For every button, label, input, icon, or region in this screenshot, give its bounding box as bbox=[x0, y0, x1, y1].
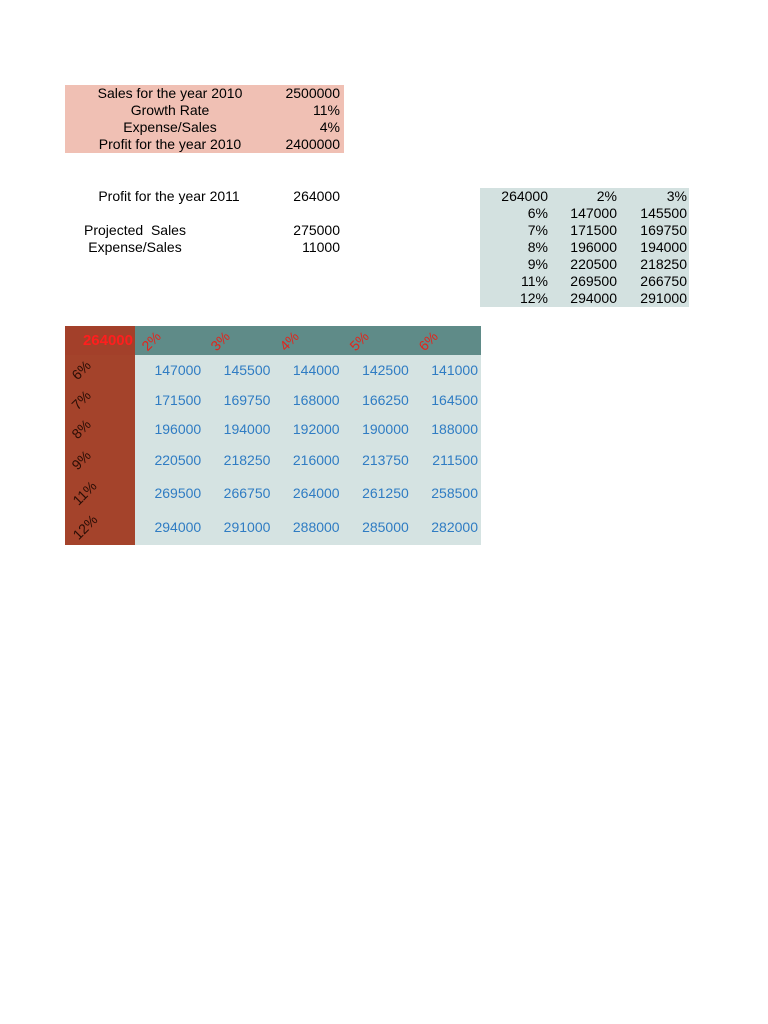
projection-row bbox=[65, 239, 344, 256]
table-cell: 145500 bbox=[204, 355, 273, 385]
summary-row bbox=[65, 119, 344, 136]
table-cell: 269500 bbox=[135, 476, 204, 509]
small-table-cell: 147000 bbox=[570, 205, 617, 221]
summary-row bbox=[65, 85, 344, 102]
table-cell: 294000 bbox=[135, 509, 204, 545]
column-header-label: 3% bbox=[207, 328, 234, 354]
sensitivity-table bbox=[65, 326, 481, 545]
small-table-cell: 291000 bbox=[640, 290, 687, 306]
small-table-cell: 294000 bbox=[570, 290, 617, 306]
table-cell: 192000 bbox=[273, 414, 342, 444]
table-cell: 164500 bbox=[412, 385, 481, 414]
projection-label: Expense/Sales bbox=[88, 239, 182, 255]
table-cell: 171500 bbox=[135, 385, 204, 414]
table-cell: 291000 bbox=[204, 509, 273, 545]
small-table-cell: 9% bbox=[527, 256, 548, 272]
summary-row bbox=[65, 102, 344, 119]
table-cell: 188000 bbox=[412, 414, 481, 444]
table-cell: 144000 bbox=[273, 355, 342, 385]
small-table-cell: 12% bbox=[519, 290, 548, 306]
table-cell: 218250 bbox=[204, 444, 273, 476]
summary-value: 4% bbox=[319, 119, 340, 135]
summary-label: Expense/Sales bbox=[123, 119, 217, 135]
projection-label: Projected Sales bbox=[84, 222, 186, 238]
small-table-cell: 3% bbox=[666, 188, 687, 204]
small-table-cell: 171500 bbox=[570, 222, 617, 238]
table-cell: 190000 bbox=[343, 414, 412, 444]
summary-label: Profit for the year 2010 bbox=[98, 136, 242, 152]
small-table-cell: 8% bbox=[527, 239, 548, 255]
column-header bbox=[273, 326, 342, 355]
table-cell: 142500 bbox=[343, 355, 412, 385]
column-header-label: 4% bbox=[276, 328, 303, 354]
table-cell: 266750 bbox=[204, 476, 273, 509]
table-cell: 196000 bbox=[135, 414, 204, 444]
summary-label: Sales for the year 2010 bbox=[97, 85, 243, 101]
projection-value: 275000 bbox=[293, 222, 340, 238]
small-table-cell: 220500 bbox=[570, 256, 617, 272]
summary-row bbox=[65, 136, 344, 153]
table-cell: 288000 bbox=[273, 509, 342, 545]
table-cell: 211500 bbox=[412, 444, 481, 476]
table-cell: 147000 bbox=[135, 355, 204, 385]
row-header-label: 11% bbox=[69, 477, 100, 508]
table-cell: 194000 bbox=[204, 414, 273, 444]
column-header-label: 5% bbox=[345, 328, 372, 354]
table-cell: 141000 bbox=[412, 355, 481, 385]
row-header-label: 9% bbox=[68, 447, 94, 473]
row-header bbox=[65, 509, 135, 545]
row-header-label: 6% bbox=[68, 357, 94, 383]
small-table-cell: 7% bbox=[527, 222, 548, 238]
profit-2011-value: 264000 bbox=[293, 188, 340, 204]
column-header bbox=[204, 326, 273, 355]
table-cell: 264000 bbox=[273, 476, 342, 509]
table-cell: 169750 bbox=[204, 385, 273, 414]
profit-2011-label: Profit for the year 2011 bbox=[98, 188, 240, 204]
small-table-cell: 145500 bbox=[640, 205, 687, 221]
small-table-cell: 218250 bbox=[640, 256, 687, 272]
summary-block bbox=[65, 85, 344, 153]
table-cell: 285000 bbox=[343, 509, 412, 545]
row-header-label: 12% bbox=[69, 511, 101, 543]
row-header bbox=[65, 476, 135, 509]
small-data-table bbox=[480, 188, 689, 307]
column-header bbox=[412, 326, 481, 355]
row-header bbox=[65, 355, 135, 385]
row-header bbox=[65, 385, 135, 414]
small-table-cell: 196000 bbox=[570, 239, 617, 255]
summary-value: 2500000 bbox=[285, 85, 340, 101]
summary-value: 2400000 bbox=[285, 136, 340, 152]
projection-value: 11000 bbox=[302, 239, 340, 255]
small-table-cell: 6% bbox=[527, 205, 548, 221]
table-cell: 216000 bbox=[273, 444, 342, 476]
column-header bbox=[343, 326, 412, 355]
row-header bbox=[65, 414, 135, 444]
small-table-cell: 194000 bbox=[640, 239, 687, 255]
row-header bbox=[65, 444, 135, 476]
small-table-cell: 266750 bbox=[640, 273, 687, 289]
summary-label: Growth Rate bbox=[130, 102, 210, 118]
table-cell: 258500 bbox=[412, 476, 481, 509]
column-header-label: 6% bbox=[415, 328, 441, 354]
table-cell: 168000 bbox=[273, 385, 342, 414]
summary-value: 11% bbox=[313, 102, 340, 118]
table-cell: 166250 bbox=[343, 385, 412, 414]
small-table-cell: 264000 bbox=[501, 188, 548, 204]
profit-2011-row bbox=[65, 188, 344, 205]
table-cell: 213750 bbox=[343, 444, 412, 476]
column-header-label: 2% bbox=[138, 328, 164, 354]
column-header bbox=[135, 326, 204, 355]
table-cell: 220500 bbox=[135, 444, 204, 476]
projection-row bbox=[65, 222, 344, 239]
small-table-cell: 2% bbox=[596, 188, 617, 204]
small-table-cell: 169750 bbox=[640, 222, 687, 238]
small-table-cell: 269500 bbox=[570, 273, 617, 289]
table-corner-value: 264000 bbox=[65, 326, 135, 355]
row-header-label: 8% bbox=[68, 416, 94, 442]
small-table-cell: 11% bbox=[521, 273, 548, 289]
table-cell: 261250 bbox=[343, 476, 412, 509]
table-cell: 282000 bbox=[412, 509, 481, 545]
row-header-label: 7% bbox=[68, 386, 94, 413]
